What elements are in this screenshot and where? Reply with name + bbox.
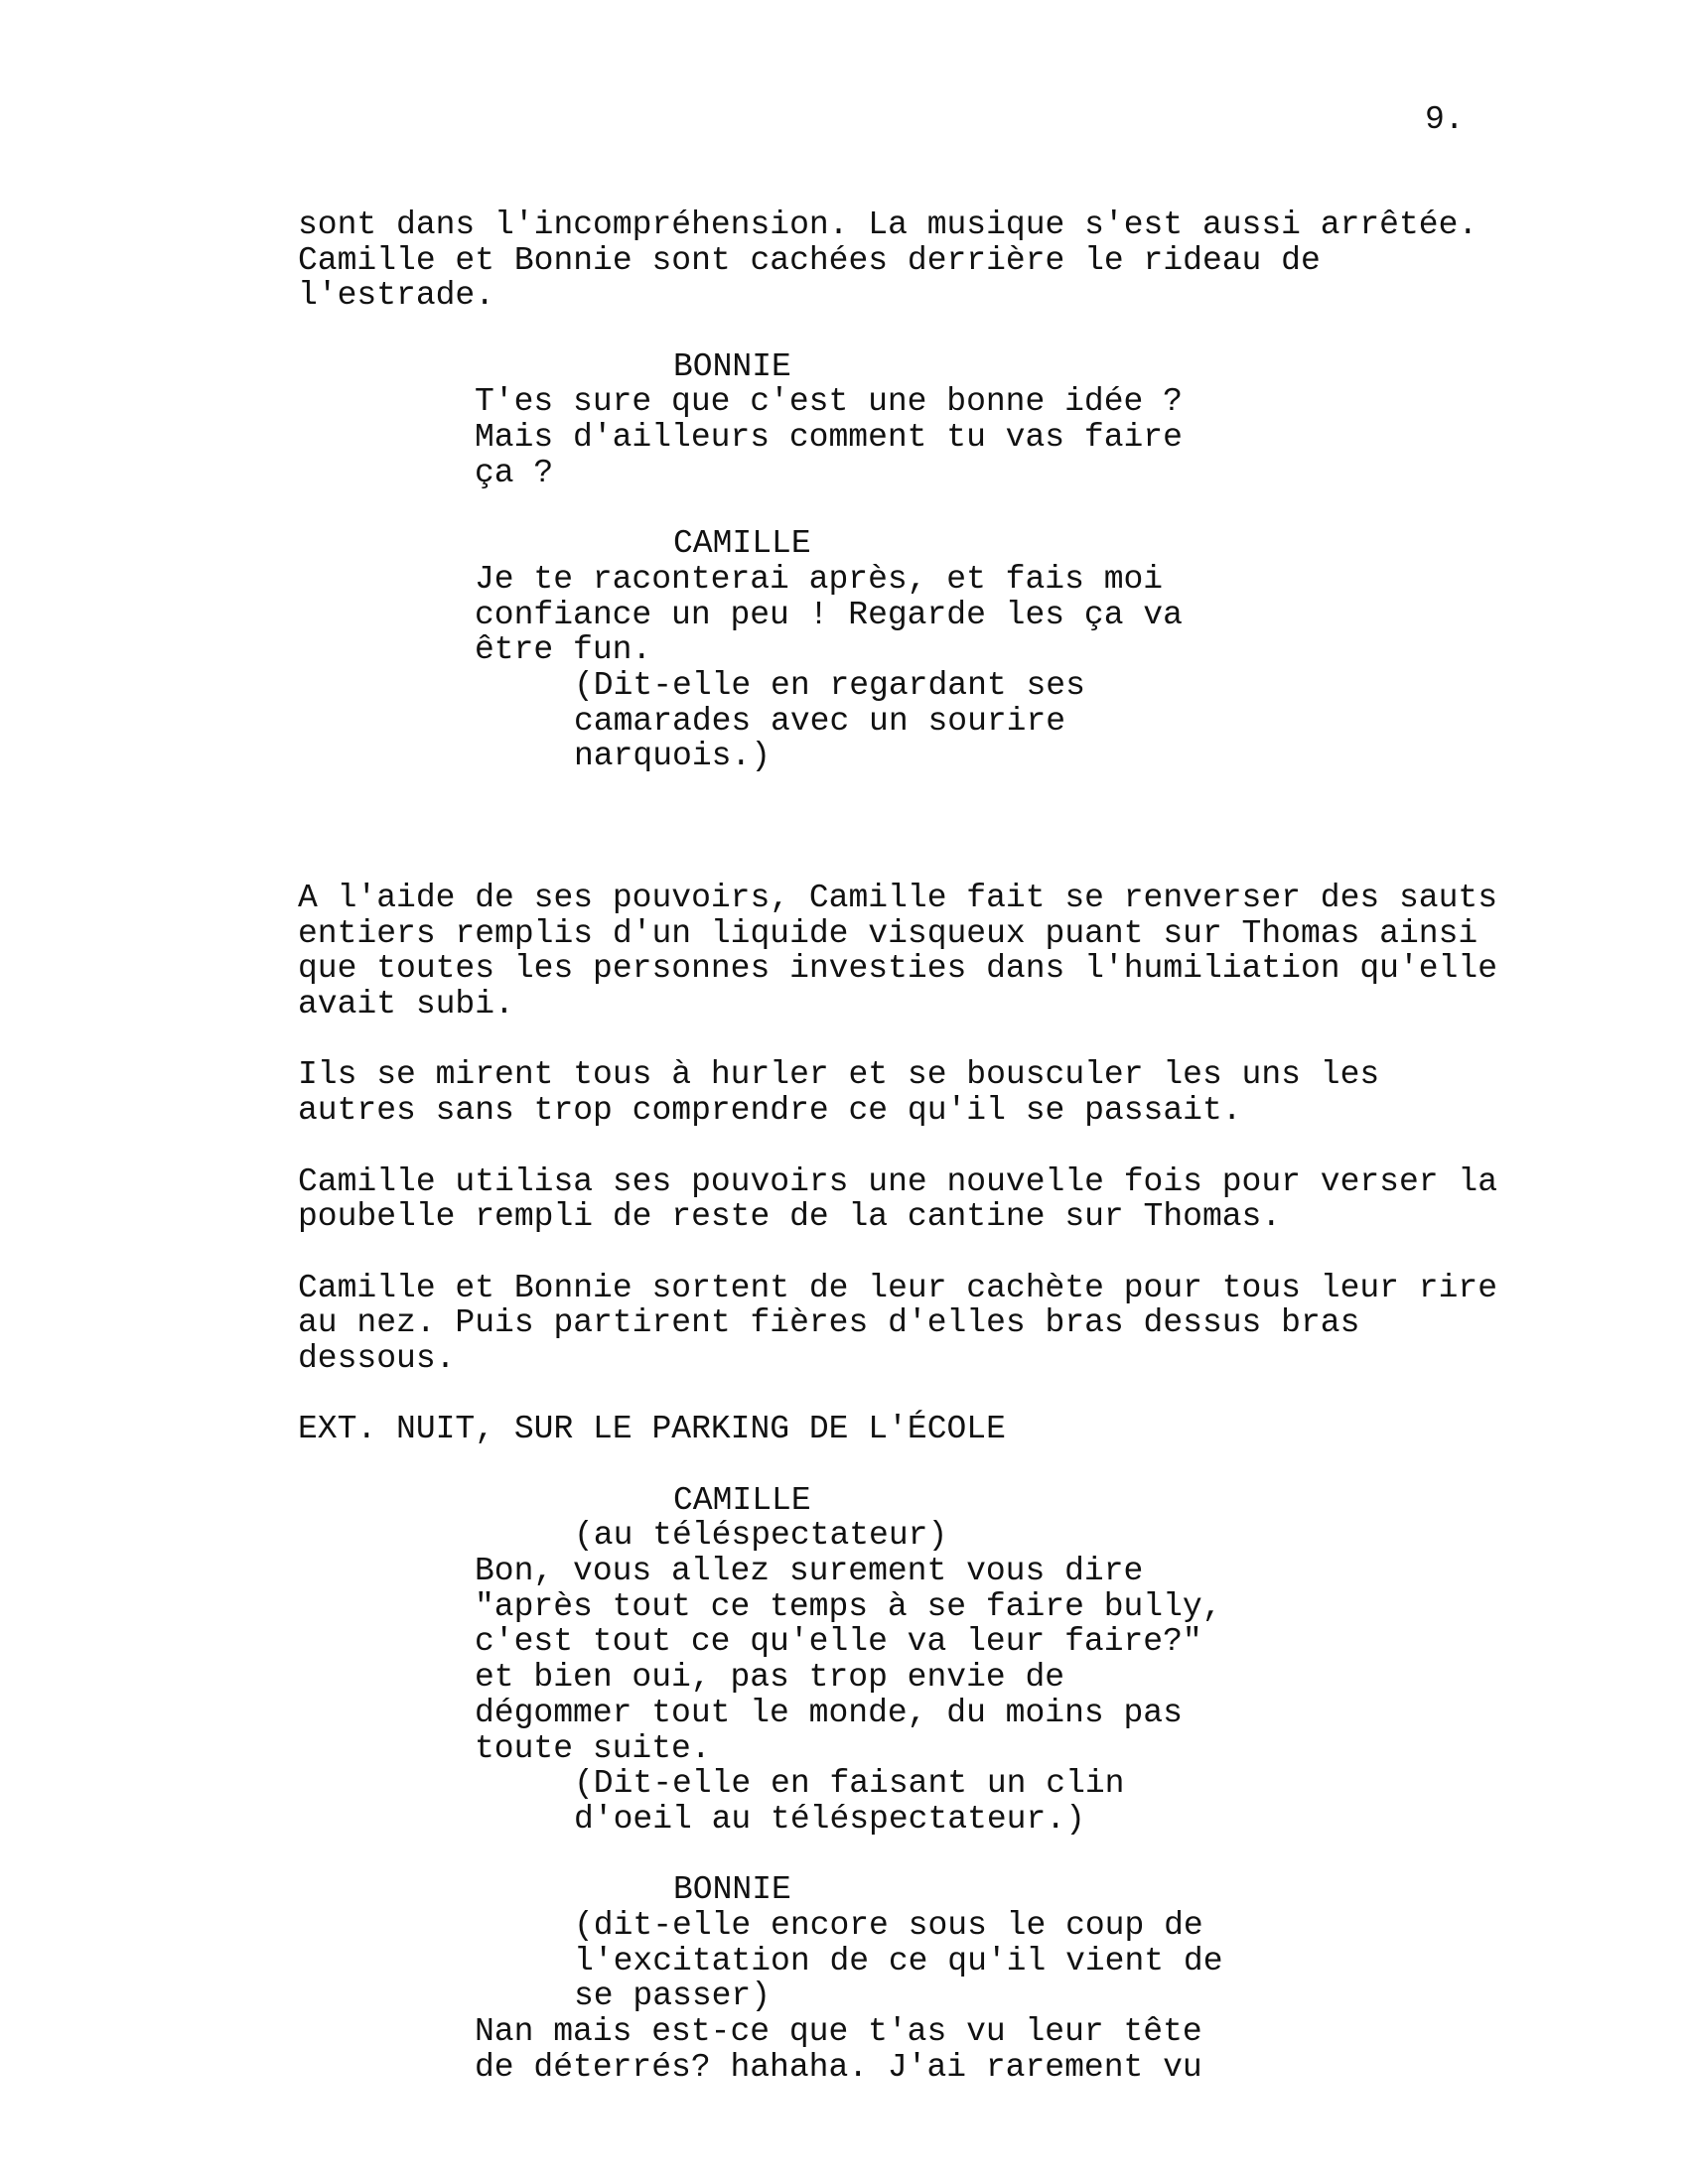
dialogue-block: [298, 2014, 1519, 2085]
action-line: avait subi.: [298, 986, 514, 1024]
dialogue-line: être fun.: [475, 631, 652, 669]
parenthetical-line: (au téléspectateur): [574, 1517, 948, 1555]
dialogue-block: [298, 1554, 1519, 1766]
dialogue-block: [298, 562, 1519, 668]
screenplay-page: [298, 207, 1519, 2085]
parenthetical-line: se passer): [574, 1978, 772, 2015]
dialogue-line: ça ?: [475, 454, 554, 491]
dialogue-block: [298, 384, 1519, 490]
action-line: au nez. Puis partirent fières d'elles bras dessus bras: [298, 1304, 1360, 1342]
dialogue-line: confiance un peu ! Regarde les ça va: [475, 596, 1183, 633]
dialogue-line: "après tout ce temps à se faire bully,: [475, 1587, 1222, 1625]
page-number: 9.: [1425, 101, 1465, 138]
parenthetical-line: (dit-elle encore sous le coup de: [574, 1906, 1203, 1944]
parenthetical-line: (Dit-elle en faisant un clin: [574, 1765, 1125, 1803]
parenthetical-line: (Dit-elle en regardant ses: [574, 666, 1085, 704]
action-paragraph: [298, 1271, 1519, 1377]
action-paragraph: [298, 207, 1519, 314]
dialogue-line: dégommer tout le monde, du moins pas: [475, 1694, 1183, 1731]
parenthetical-line: d'oeil au téléspectateur.): [574, 1800, 1085, 1838]
action-line: A l'aide de ses pouvoirs, Camille fait se renverser des sauts: [298, 880, 1497, 916]
scene-heading: EXT. NUIT, SUR LE PARKING DE L'ÉCOLE: [298, 1411, 1006, 1448]
action-line: poubelle rempli de reste de la cantine sur Thomas.: [298, 1198, 1282, 1236]
character-name: BONNIE: [673, 347, 791, 385]
action-line: dessous.: [298, 1339, 456, 1377]
character-name: BONNIE: [673, 1871, 791, 1909]
action-line: entiers remplis d'un liquide visqueux puant sur Thomas ainsi: [298, 914, 1478, 952]
dialogue-line: Mais d'ailleurs comment tu vas faire: [475, 419, 1183, 457]
action-line: autres sans trop comprendre ce qu'il se passait.: [298, 1092, 1242, 1130]
dialogue-line: c'est tout ce qu'elle va leur faire?": [475, 1623, 1202, 1661]
dialogue-line: de déterrés? hahaha. J'ai rarement vu: [475, 2048, 1202, 2086]
action-line: l'estrade.: [298, 277, 495, 315]
parenthetical: [298, 1908, 1519, 2014]
dialogue-line: Je te raconterai après, et fais moi: [475, 560, 1164, 598]
dialogue-line: Nan mais est-ce que t'as vu leur tête: [475, 2013, 1202, 2050]
action-line: que toutes les personnes investies dans l'humiliation qu'elle: [298, 950, 1497, 988]
dialogue-line: T'es sure que c'est une bonne idée ?: [475, 383, 1183, 421]
action-line: Ils se mirent tous à hurler et se bousculer les uns les: [298, 1056, 1380, 1094]
parenthetical-line: l'excitation de ce qu'il vient de: [574, 1942, 1223, 1979]
parenthetical: [298, 668, 1519, 774]
action-line: Camille utilisa ses pouvoirs une nouvelle fois pour verser la: [298, 1162, 1497, 1200]
parenthetical: [298, 1766, 1519, 1837]
parenthetical-line: narquois.): [574, 738, 772, 775]
dialogue-line: et bien oui, pas trop envie de: [475, 1659, 1065, 1697]
parenthetical: [298, 1518, 1519, 1554]
action-paragraph: [298, 1164, 1519, 1235]
action-line: Camille et Bonnie sortent de leur cachète pour tous leur rire: [298, 1269, 1497, 1306]
dialogue-line: Bon, vous allez surement vous dire: [475, 1553, 1144, 1590]
action-paragraph: [298, 1057, 1519, 1128]
action-line: Camille et Bonnie sont cachées derrière le rideau de: [298, 241, 1321, 279]
dialogue-line: toute suite.: [475, 1729, 711, 1767]
character-name: CAMILLE: [673, 1481, 811, 1519]
parenthetical-line: camarades avec un sourire: [574, 702, 1066, 740]
action-paragraph: [298, 881, 1519, 1023]
character-name: CAMILLE: [673, 525, 811, 563]
action-line: sont dans l'incompréhension. La musique s'est aussi arrêtée.: [298, 206, 1478, 243]
